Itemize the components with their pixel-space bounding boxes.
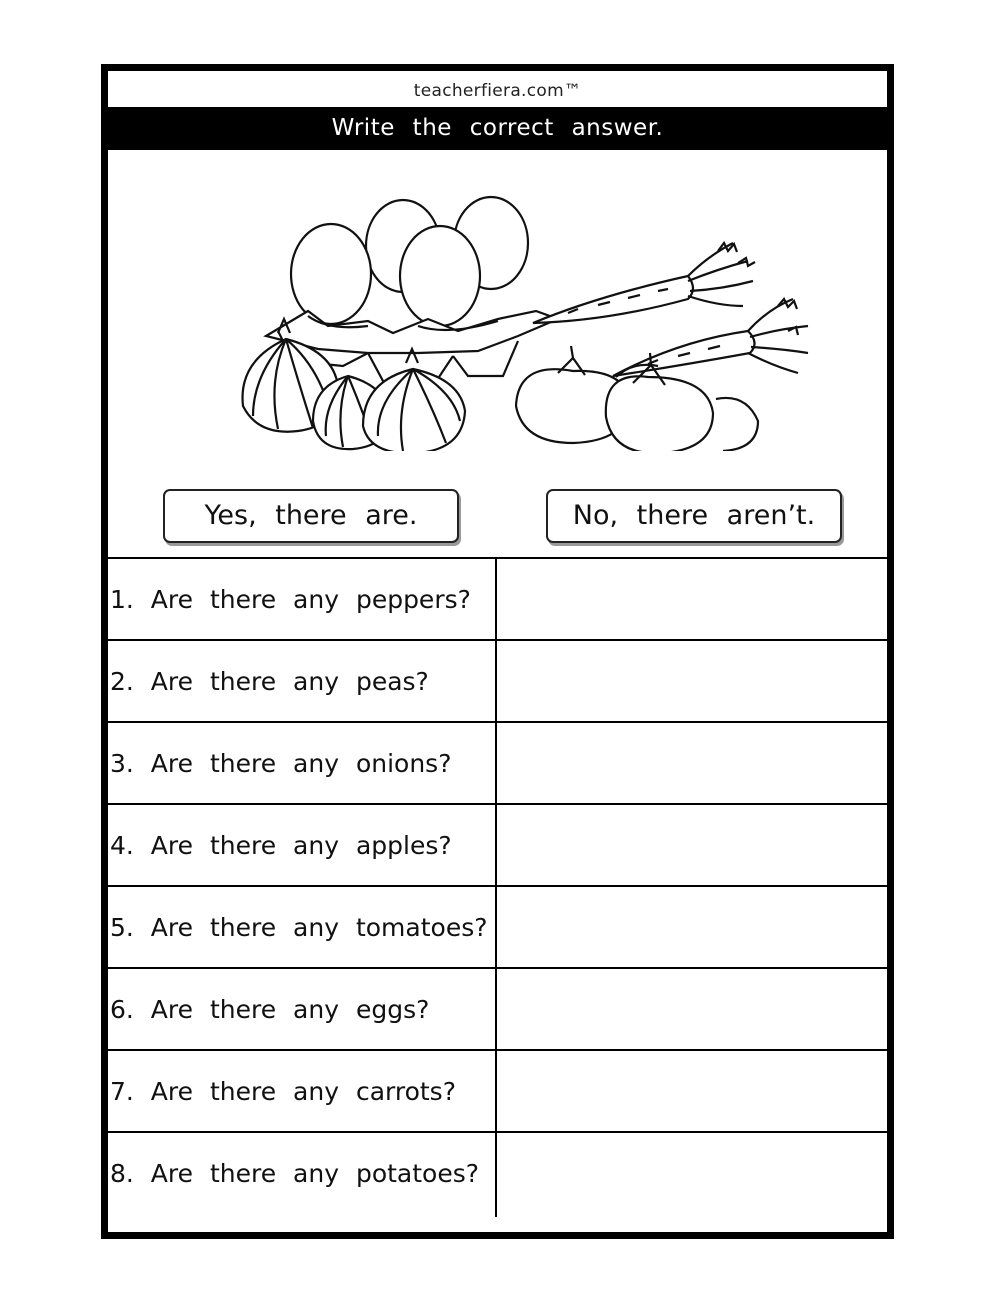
option-yes: Yes, there are. xyxy=(163,489,459,543)
answer-cell[interactable] xyxy=(497,887,887,967)
vegetables-illustration xyxy=(218,181,818,451)
question-text: 7. Are there any carrots? xyxy=(108,1051,497,1131)
worksheet xyxy=(101,64,894,1239)
question-text: 6. Are there any eggs? xyxy=(108,969,497,1049)
egg xyxy=(400,226,480,326)
table-row xyxy=(108,1051,887,1133)
answer-cell[interactable] xyxy=(497,1133,887,1217)
question-text: 5. Are there any tomatoes? xyxy=(108,887,497,967)
question-text: 8. Are there any potatoes? xyxy=(108,1133,497,1217)
table-row xyxy=(108,887,887,969)
site-credit: teacherfiera.com™ xyxy=(413,81,582,101)
question-text: 1. Are there any peppers? xyxy=(108,559,497,639)
egg xyxy=(291,224,371,324)
answer-cell[interactable] xyxy=(497,559,887,639)
carrot-icon xyxy=(533,243,808,376)
table-row xyxy=(108,723,887,805)
question-text: 4. Are there any apples? xyxy=(108,805,497,885)
answer-cell[interactable] xyxy=(497,805,887,885)
answer-cell[interactable] xyxy=(497,969,887,1049)
question-text: 3. Are there any onions? xyxy=(108,723,497,803)
answer-cell[interactable] xyxy=(497,723,887,803)
table-row xyxy=(108,559,887,641)
table-row xyxy=(108,969,887,1051)
question-text: 2. Are there any peas? xyxy=(108,641,497,721)
table-row xyxy=(108,641,887,723)
table-row xyxy=(108,805,887,887)
table-row xyxy=(108,1133,887,1217)
instruction-title: Write the correct answer. xyxy=(108,107,887,150)
tomato-icon xyxy=(516,346,758,451)
answer-cell[interactable] xyxy=(497,1051,887,1131)
answer-cell[interactable] xyxy=(497,641,887,721)
questions-table xyxy=(108,557,887,1217)
option-no: No, there aren’t. xyxy=(546,489,842,543)
